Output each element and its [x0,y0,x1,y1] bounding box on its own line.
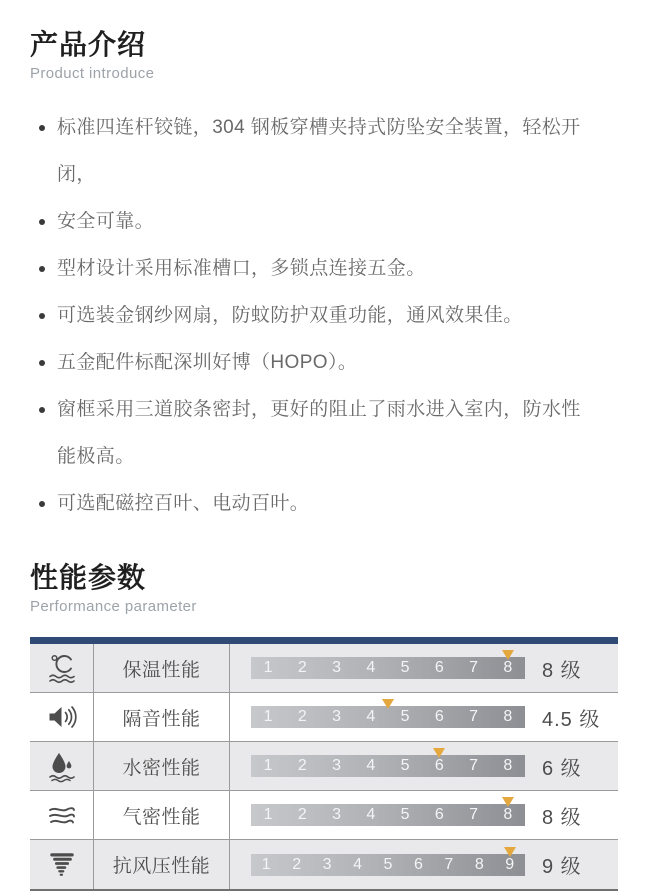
scale-number: 5 [400,659,410,676]
scale-number: 1 [261,855,271,873]
feature-item: 可选配磁控百叶、电动百叶。 [30,480,596,527]
performance-table [30,637,618,891]
scale-number: 4 [366,757,376,774]
rating-value: 6 级 [542,757,582,780]
scale-number: 4 [366,806,376,823]
scale-number: 1 [263,757,273,774]
performance-label: 抗风压性能 [94,840,230,889]
rating-value: 4.5 级 [542,708,601,731]
scale-number: 3 [332,757,342,774]
rating-marker-icon [502,797,514,807]
performance-label: 气密性能 [94,791,230,839]
scale-number: 6 [434,659,444,676]
scale-number: 6 [434,708,444,725]
scale-number: 2 [297,659,307,676]
page-subtitle: Product introduce [30,65,155,82]
scale-number: 3 [332,708,342,725]
scale-number: 7 [469,757,479,774]
rating-marker-icon [382,699,394,709]
section-subtitle: Performance parameter [30,598,197,615]
feature-list [30,104,618,527]
scale-number: 1 [263,708,273,725]
scale-number: 2 [297,806,307,823]
rating-marker-icon [433,748,445,758]
scale-number: 3 [322,855,332,873]
scale-number: 1 [263,659,273,676]
water-drop-icon [30,742,94,790]
rating-marker-icon [504,847,516,857]
table-row [30,693,618,742]
feature-item: 可选装金钢纱网扇，防蚊防护双重功能，通风效果佳。 [30,292,596,339]
table-row [30,791,618,840]
scale-number: 6 [413,855,423,873]
scale-number: 8 [503,659,513,676]
scale-numbers [251,657,525,679]
tornado-icon [30,840,94,889]
scale-numbers [251,706,525,728]
scale-number: 8 [503,757,513,774]
scale-numbers [251,755,525,777]
scale-number: 8 [503,708,513,725]
feature-item: 标准四连杆铰链，304 钢板穿槽夹持式防坠安全装置，轻松开闭， [30,104,596,198]
scale-number: 3 [332,806,342,823]
scale-number: 9 [505,855,515,873]
rating-value: 9 级 [542,856,582,878]
performance-parameter-section [30,561,618,891]
scale-number: 5 [400,757,410,774]
rating-scale-bar [251,706,525,728]
scale-number: 6 [434,806,444,823]
scale-number: 6 [434,757,444,774]
wind-icon [30,791,94,839]
scale-number: 8 [474,855,484,873]
thermal-celsius-icon [30,644,94,692]
feature-item: 安全可靠。 [30,198,596,245]
section-title: 性能参数 [30,562,147,593]
rating-value: 8 级 [542,806,582,829]
performance-label: 保温性能 [94,644,230,692]
rating-scale-bar [251,854,525,876]
rating-scale-bar [251,755,525,777]
feature-item: 五金配件标配深圳好博（HOPO）。 [30,339,596,386]
performance-label: 隔音性能 [94,693,230,741]
rating-value: 8 级 [542,659,582,682]
scale-number: 2 [297,708,307,725]
rating-marker-icon [502,650,514,660]
scale-number: 7 [469,708,479,725]
scale-number: 7 [469,806,479,823]
scale-number: 4 [366,708,376,725]
scale-number: 2 [292,855,302,873]
scale-number: 7 [444,855,454,873]
table-row [30,644,618,693]
table-row [30,742,618,791]
scale-numbers [251,854,525,876]
table-row [30,840,618,889]
performance-label: 水密性能 [94,742,230,790]
feature-item: 窗框采用三道胶条密封，更好的阻止了雨水进入室内，防水性能极高。 [30,386,596,480]
scale-number: 4 [366,659,376,676]
speaker-icon [30,693,94,741]
rating-scale-bar [251,804,525,826]
scale-number: 8 [503,806,513,823]
scale-number: 1 [263,806,273,823]
page-title: 产品介绍 [30,29,147,60]
scale-number: 7 [469,659,479,676]
scale-number: 5 [400,806,410,823]
scale-number: 4 [353,855,362,873]
feature-item: 型材设计采用标准槽口，多锁点连接五金。 [30,245,596,292]
scale-number: 3 [332,659,342,676]
scale-number: 5 [400,708,410,725]
scale-number: 5 [383,855,393,873]
scale-numbers [251,804,525,826]
scale-number: 2 [297,757,307,774]
rating-scale-bar [251,657,525,679]
product-introduce-section [30,28,618,527]
